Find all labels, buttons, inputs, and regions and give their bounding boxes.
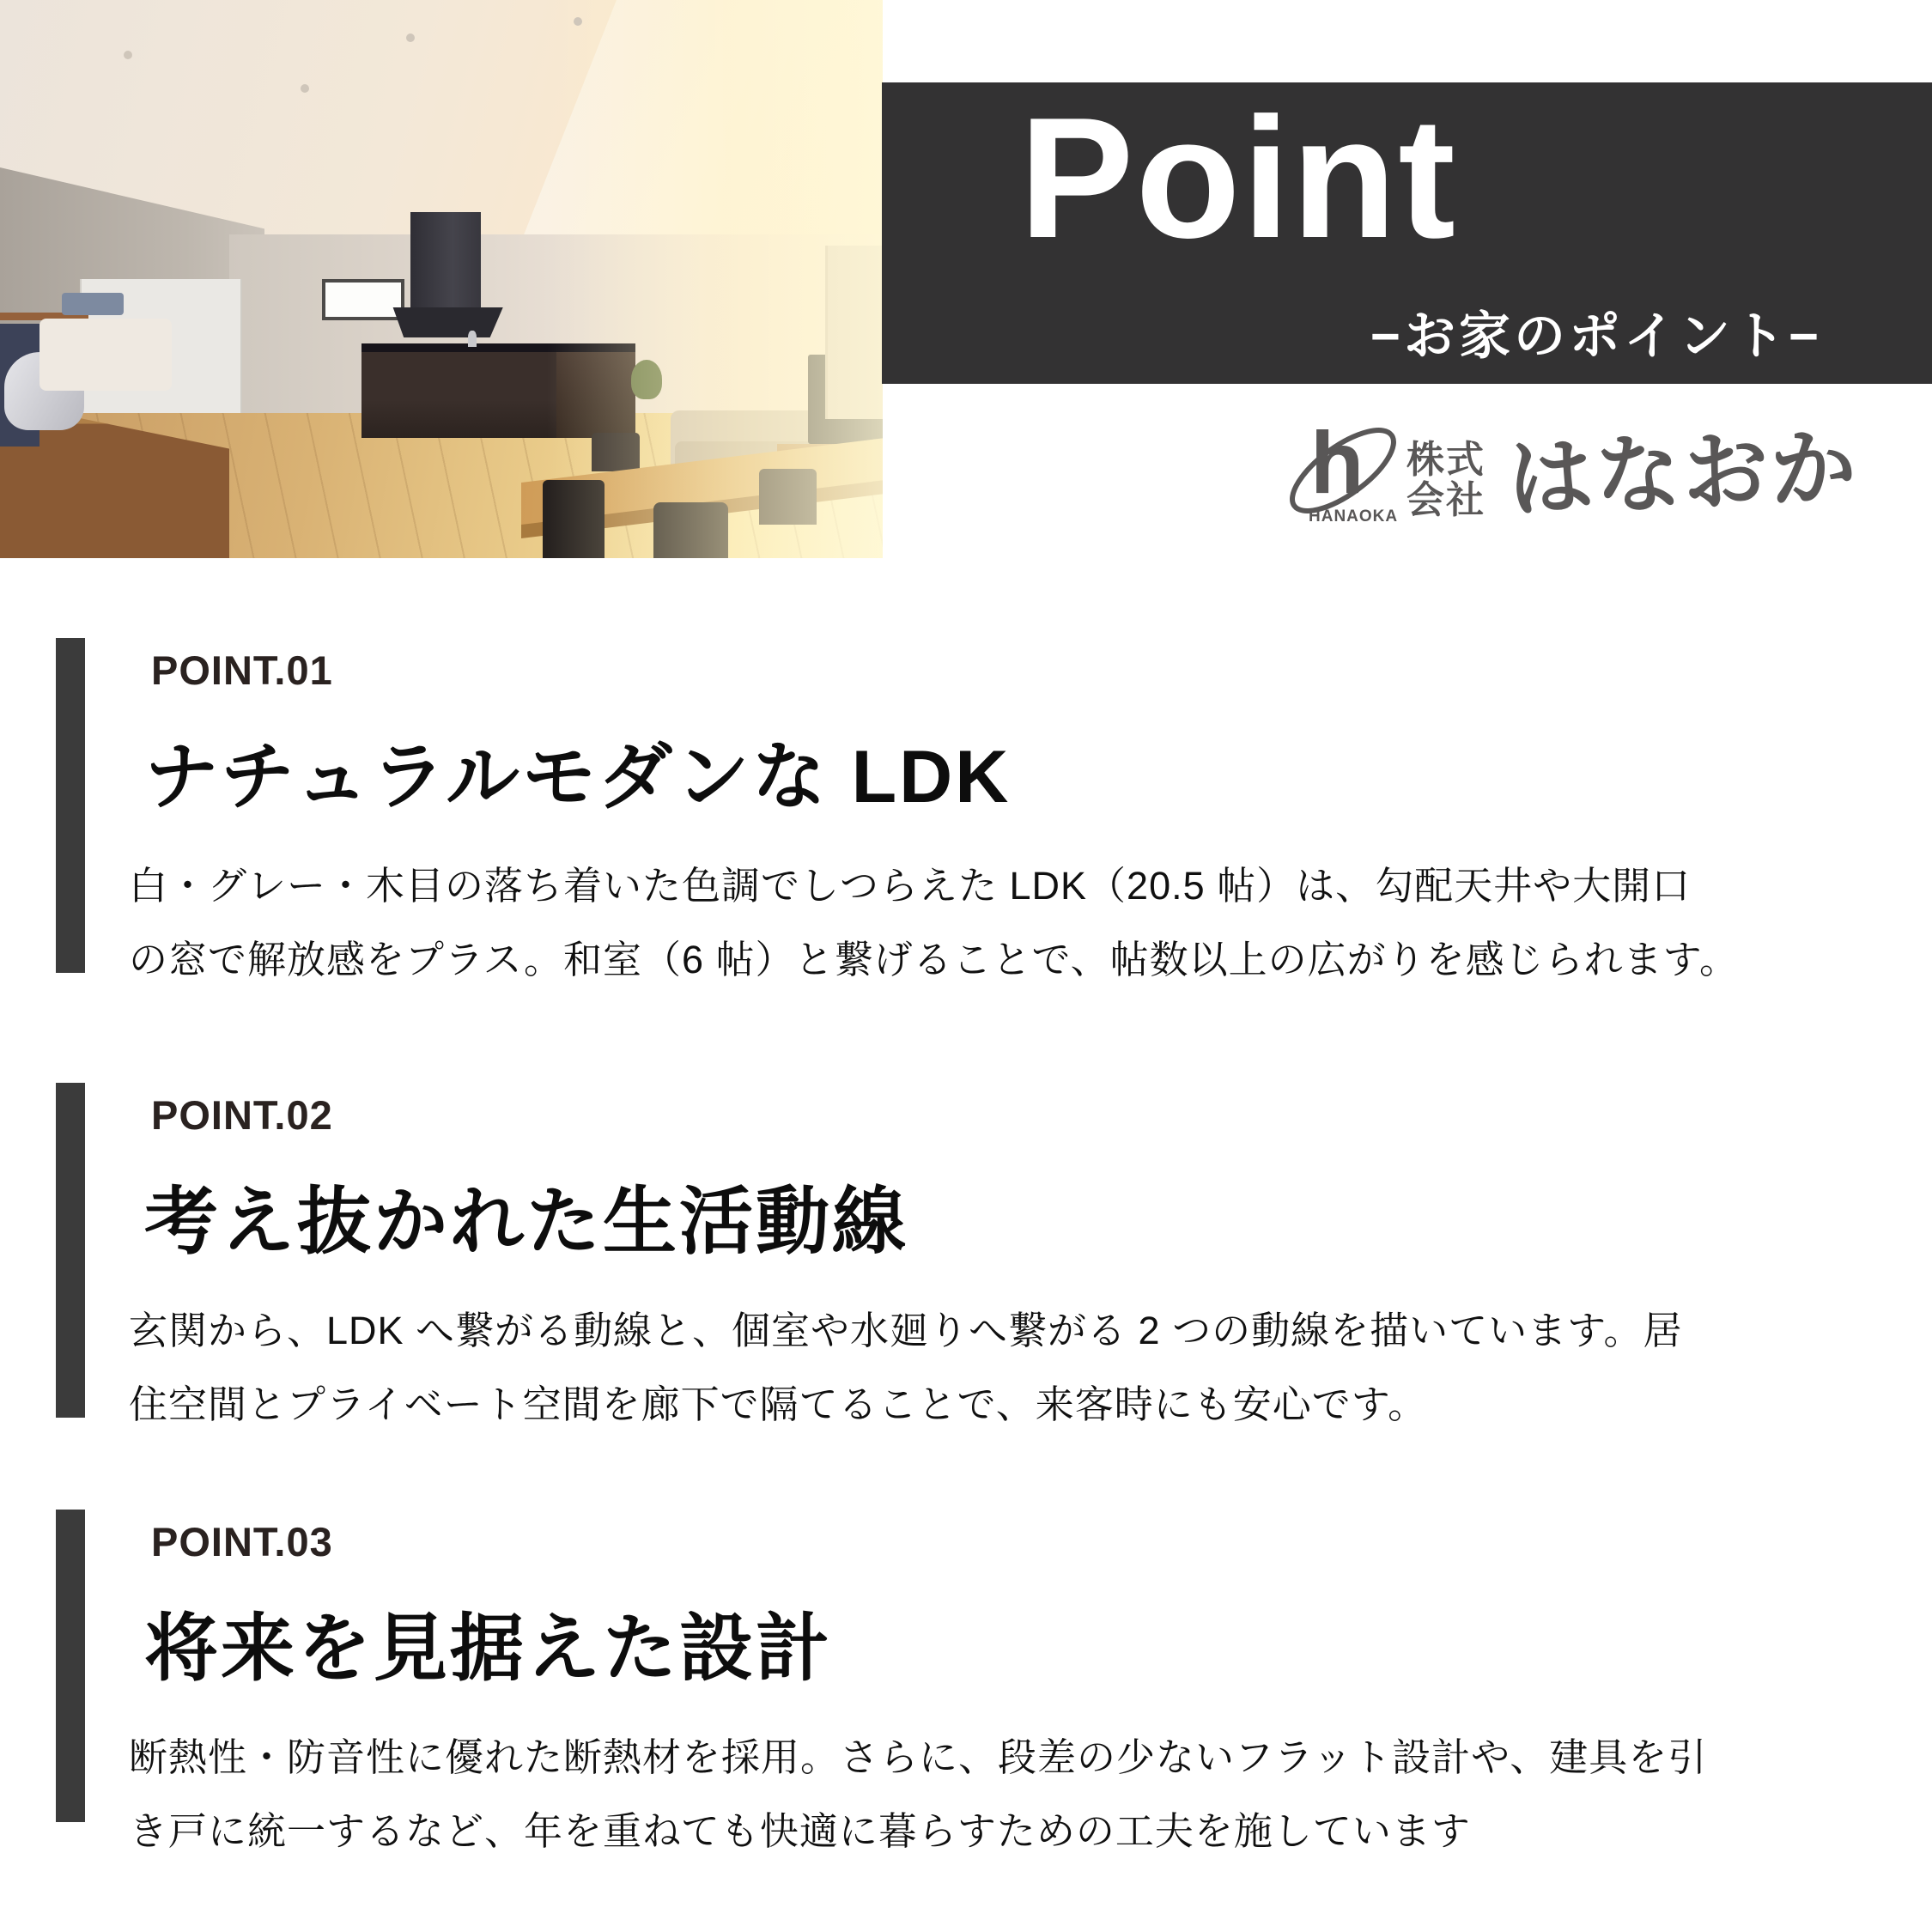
section-heading: 将来を見据えた設計: [144, 1607, 832, 1690]
section-label: POINT.02: [151, 1092, 333, 1138]
photo-range-hood: [410, 212, 481, 313]
section-label: POINT.01: [151, 647, 333, 693]
company-logo: [1279, 414, 1863, 534]
photo-sunlight-glow: [547, 0, 883, 558]
section-heading: 考え抜かれた生活動線: [144, 1181, 908, 1263]
point-section-3: [0, 1510, 1932, 1870]
section-label: POINT.03: [151, 1519, 333, 1564]
section-body-line: の窓で解放感をプラス。和室（6 帖）と繋げることで、帖数以上の広がりを感じられます。: [129, 938, 1740, 981]
section-accent-bar: [56, 1510, 85, 1822]
photo-faucet: [468, 331, 477, 348]
section-body-line: 玄関から、LDK へ繋がる動線と、個室や水廻りへ繋がる 2 つの動線を描いています。居: [129, 1309, 1683, 1352]
hanaoka-logo-mark: [1279, 414, 1408, 527]
logo-company-name: はなおか: [1505, 419, 1860, 529]
photo-high-window: [322, 279, 404, 320]
section-accent-bar: [56, 1083, 85, 1418]
banner-title: Point: [1019, 82, 1457, 274]
logo-caption: HANAOKA: [1309, 507, 1399, 526]
logo-prefix-top: 株式: [1406, 439, 1485, 481]
logo-company-prefix: [1406, 440, 1485, 520]
section-body-line: 断熱性・防音性に優れた断熱材を採用。さらに、段差の少ないフラット設計や、建具を引: [129, 1735, 1708, 1779]
logo-h-letter: h: [1310, 414, 1364, 512]
point-section-1: [0, 638, 1932, 999]
photo-downlight: [574, 17, 582, 26]
banner-subtitle: −お家のポイント−: [1370, 307, 1822, 365]
section-body-line: 住空間とプライベート空間を廊下で隔てることで、来客時にも安心です。: [129, 1382, 1428, 1426]
photo-range-hood-canopy: [392, 307, 503, 338]
photo-downlight: [406, 33, 415, 42]
section-body-line: 白・グレー・木目の落ち着いた色調でしつらえた LDK（20.5 帖）は、勾配天井や大開口: [129, 864, 1692, 908]
section-body-line: き戸に統一するなど、年を重ねても快適に暮らすための工夫を施しています: [129, 1809, 1471, 1853]
point-banner: [882, 82, 1932, 384]
photo-toaster: [39, 319, 172, 392]
photo-downlight: [124, 51, 132, 59]
section-heading: ナチュラルモダンな LDK: [144, 736, 1012, 818]
section-accent-bar: [56, 638, 85, 973]
logo-prefix-bottom: 会社: [1406, 479, 1485, 521]
photo-shelf-cloth: [62, 293, 124, 315]
point-section-2: [0, 1083, 1932, 1443]
ldk-interior-photo: [0, 0, 883, 558]
photo-downlight: [301, 84, 309, 93]
